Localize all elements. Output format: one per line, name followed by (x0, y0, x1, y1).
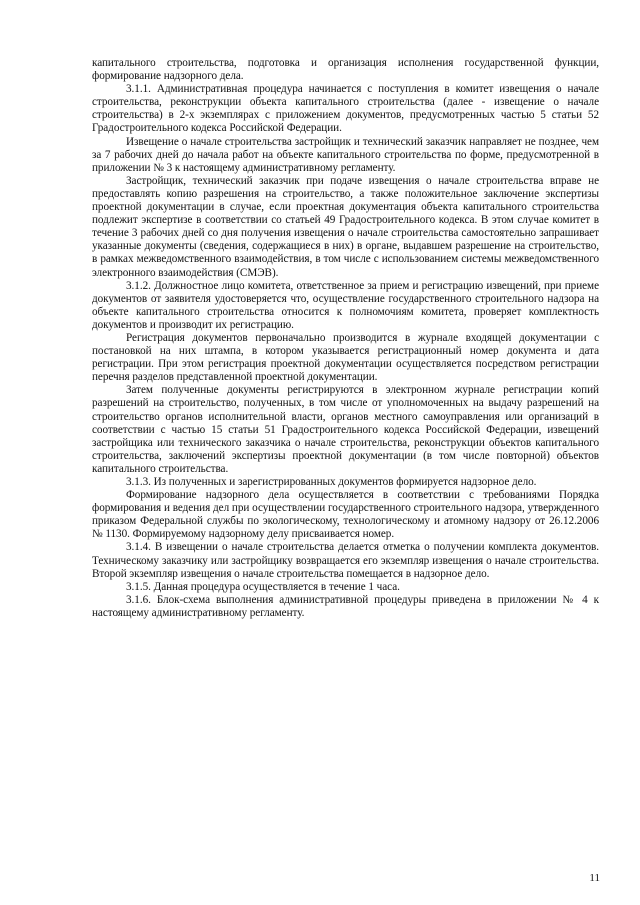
page-body (92, 57, 599, 620)
paragraph-3-1-4: 3.1.4. В извещении о начале строительства делается отметка о получении комплекта документов. Техническому заказчику или застройщику возвращается его экземпляр извещения о начале строительства. Второй экземпляр извещения о начале строительства помещается в надзорное дело. (92, 541, 599, 580)
paragraph-developer-rights: Застройщик, технический заказчик при подаче извещения о начале строительства вправе не предоставлять копию разрешения на строительство, а также положительное заключение экспертизы проектной документации в случае, если проектная документация объекта капитального строительства подлежит экспертизе в соответствии со статьей 49 Градостроительного кодекса. В этом случае комитет в течение 3 рабочих дней со дня получения извещения о начале строительства самостоятельно запрашивает указанные документы (сведения, содержащиеся в них) в органе, выдавшем разрешение на строительство, в рамках межведомственного взаимодействия, в том числе с использованием системы межведомственного электронного взаимодействия (СМЭВ). (92, 174, 599, 279)
paragraph-3-1-1: 3.1.1. Административная процедура начинается с поступления в комитет извещения о начале строительства, реконструкции объекта капитального строительства (далее - извещение о начале строительства) в 2-х экземплярах с приложением документов, предусмотренных частью 5 статьи 52 Градостроительного кодекса Российской Федерации. (92, 83, 599, 135)
page-number: 11 (589, 872, 600, 884)
paragraph-continuation: капитального строительства, подготовка и организация исполнения государственной функции, формирование надзорного дела. (92, 57, 599, 83)
paragraph-3-1-3: 3.1.3. Из полученных и зарегистрированных документов формируется надзорное дело. (126, 476, 537, 488)
paragraph-3-1-5: 3.1.5. Данная процедура осуществляется в течение 1 часа. (126, 580, 400, 593)
paragraph-3-1-2: 3.1.2. Должностное лицо комитета, ответственное за прием и регистрацию извещений, при приеме документов от заявителя удостоверяется что, осуществление государственного строительного надзора на объекте капитального строительства относится к полномочиям комитета, проверяет комплектность документов и производит их регистрацию. (92, 279, 599, 331)
paragraph-3-1-6: 3.1.6. Блок-схема выполнения административной процедуры приведена в приложении № 4 к настоящему административному регламенту. (92, 593, 599, 619)
paragraph-registration-journal: Регистрация документов первоначально производится в журнале входящей документации с постановкой на них штампа, в котором указывается регистрационный номер документа и дата регистрации. При этом регистрация проектной документации осуществляется посредством регистрации перечня разделов представленной проектной документации. (92, 331, 599, 384)
paragraph-case-formation: Формирование надзорного дела осуществляется в соответствии с требованиями Порядка формирования и ведения дел при осуществлении государственного строительного надзора, утвержденного приказом Федеральной службы по экологическому, технологическому и атомному надзору от 26.12.2006 № 1130. Формируемому надзорному делу присваивается номер. (92, 489, 599, 541)
paragraph-electronic-journal: Затем полученные документы регистрируются в электронном журнале регистрации копий разрешений на строительство, полученных, в том числе от уполномоченных на выдачу разрешений на строительство органов исполнительной власти, органов местного самоуправления или организаций в соответствии с частью 15 статьи 51 Градостроительного кодекса Российской Федерации, извещений застройщика или технического заказчика о начале строительства, реконструкции объектов капитального строительства, заключений экспертизы проектной документации (в том числе повторной) объектов капитального строительства. (92, 384, 599, 475)
paragraph-notice-deadline: Извещение о начале строительства застройщик и технический заказчик направляет не позднее, чем за 7 рабочих дней до начала работ на объекте капитального строительства по форме, предусмотренной в приложении № 3 к настоящему административному регламенту. (92, 135, 599, 174)
